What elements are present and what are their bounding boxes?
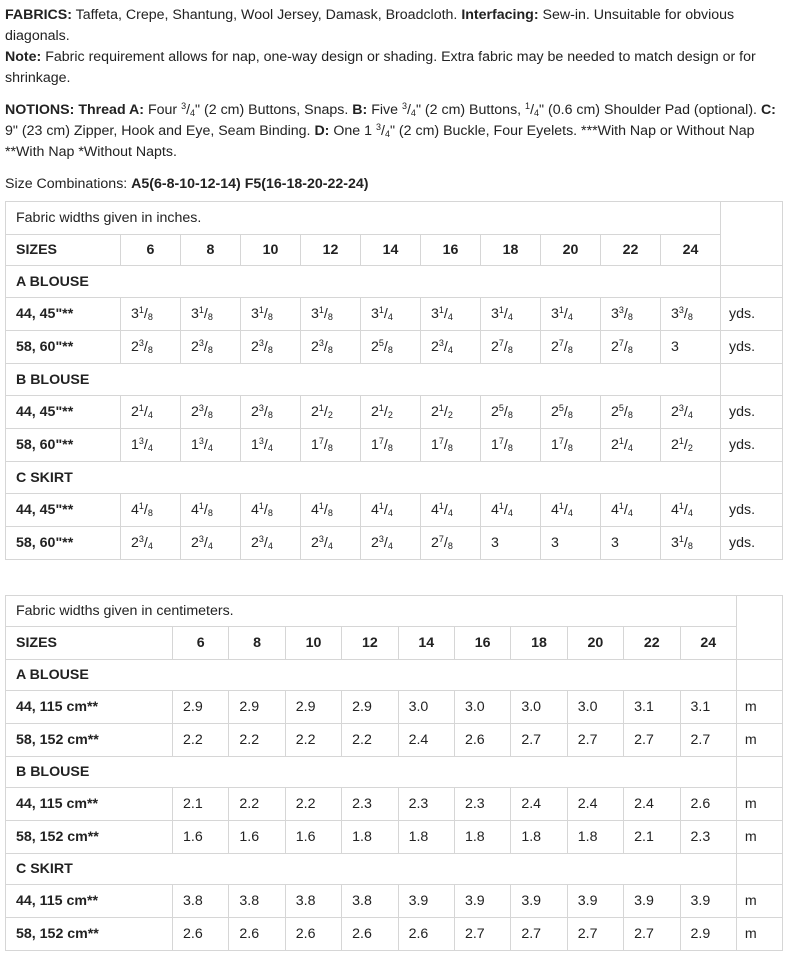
yardage-cell: 3.8 (173, 885, 229, 918)
yardage-cell: 2.9 (285, 691, 341, 724)
yardage-cell: 2.2 (229, 788, 285, 821)
table-row (6, 527, 783, 560)
unit-label: yds. (721, 429, 783, 462)
notions-label: NOTIONS: (5, 102, 75, 118)
notions-c-text: 9" (23 cm) Zipper, Hook and Eye, Seam Binding. (5, 123, 315, 139)
yardage-table (5, 201, 783, 560)
yardage-cell: 2.4 (398, 724, 454, 757)
yardage-cell: $2^5/_8$ (541, 396, 601, 429)
size-header: 12 (342, 627, 398, 660)
yardage-cell: 2.9 (229, 691, 285, 724)
yardage-cell: $2^3/_8$ (181, 396, 241, 429)
note-label: Note: (5, 49, 42, 65)
yardage-cell: 2.7 (624, 918, 680, 951)
yardage-cell: 1.8 (567, 821, 623, 854)
yardage-cell: 2.7 (454, 918, 510, 951)
yardage-cell: $3^1/_4$ (481, 298, 541, 331)
size-header: 22 (601, 235, 661, 266)
yardage-cell: $1^3/_4$ (181, 429, 241, 462)
yardage-cell: $4^1/_4$ (421, 494, 481, 527)
yardage-cell: 2.2 (229, 724, 285, 757)
yardage-cell: 2.2 (173, 724, 229, 757)
yardage-cell: 2.3 (680, 821, 736, 854)
table-caption-row (6, 596, 783, 627)
table-row (6, 788, 783, 821)
notions-c-label: C: (760, 102, 776, 118)
yardage-cell: 3.8 (229, 885, 285, 918)
yardage-cell: 2.2 (285, 724, 341, 757)
section-row (6, 266, 783, 298)
note-line (5, 47, 782, 89)
yardage-cell: $3^1/_8$ (181, 298, 241, 331)
yardage-cell: 3.0 (567, 691, 623, 724)
section-row (6, 364, 783, 396)
yardage-cell: 2.3 (398, 788, 454, 821)
fabrics-line (5, 5, 782, 47)
size-header: 20 (541, 235, 601, 266)
yardage-cell: 1.6 (173, 821, 229, 854)
fabric-width-label: 44, 115 cm** (6, 691, 173, 724)
yardage-cell: 3.0 (454, 691, 510, 724)
yardage-cell: 1.6 (285, 821, 341, 854)
size-header: 12 (301, 235, 361, 266)
fabric-width-label: 58, 152 cm** (6, 918, 173, 951)
sizes-header-row (6, 235, 783, 266)
yardage-cell: $2^3/_8$ (241, 331, 301, 364)
yardage-cell: 3.9 (567, 885, 623, 918)
yardage-cell: $2^7/_8$ (481, 331, 541, 364)
yardage-cell: 2.7 (511, 918, 567, 951)
size-header: 8 (229, 627, 285, 660)
unit-label: m (736, 788, 782, 821)
yardage-cell: $3^1/_8$ (661, 527, 721, 560)
yardage-cell: $2^1/_2$ (421, 396, 481, 429)
yardage-cell: $4^1/_4$ (601, 494, 661, 527)
yardage-cell: $2^1/_2$ (661, 429, 721, 462)
yardage-cell: $3^1/_4$ (541, 298, 601, 331)
unit-column-blank (736, 596, 782, 660)
yardage-cell: $1^7/_8$ (361, 429, 421, 462)
yardage-cell: 3.9 (680, 885, 736, 918)
yardage-cell: 2.2 (285, 788, 341, 821)
yardage-cell: 3.9 (511, 885, 567, 918)
yardage-cell: $3^3/_8$ (661, 298, 721, 331)
yardage-cell: $4^1/_4$ (661, 494, 721, 527)
yardage-cell: $2^3/_4$ (241, 527, 301, 560)
yardage-cell: 2.7 (624, 724, 680, 757)
yardage-cell: 2.9 (173, 691, 229, 724)
yardage-cell: $3^1/_4$ (421, 298, 481, 331)
fabric-width-label: 58, 60"** (6, 527, 121, 560)
pattern-intro (0, 0, 788, 195)
notions-d-text: One 1 $^3/_4$" (2 cm) Buckle, Four Eyelets. ***With Nap or Without Nap **With Nap *Without Napts. (5, 122, 755, 160)
yardage-cell: $1^7/_8$ (421, 429, 481, 462)
yardage-cell: $2^1/_2$ (301, 396, 361, 429)
yardage-cell: $2^5/_8$ (361, 331, 421, 364)
fabric-width-label: 44, 45"** (6, 298, 121, 331)
yardage-cell: 1.8 (342, 821, 398, 854)
notions-a-text: Four $^3/_4$" (2 cm) Buttons, Snaps. (144, 101, 353, 118)
yardage-cell: $2^1/_4$ (601, 429, 661, 462)
yardage-cell: 2.1 (624, 821, 680, 854)
yardage-cell: 1.6 (229, 821, 285, 854)
yardage-cell: 3.1 (624, 691, 680, 724)
yardage-cell: $1^7/_8$ (301, 429, 361, 462)
yardage-cell: 2.4 (511, 788, 567, 821)
yardage-cell: $2^7/_8$ (601, 331, 661, 364)
yardage-cell: 2.6 (173, 918, 229, 951)
yardage-cell: 3 (481, 527, 541, 560)
section-title: B BLOUSE (6, 364, 721, 396)
section-title: B BLOUSE (6, 757, 737, 788)
yardage-cell: 2.6 (229, 918, 285, 951)
notions-a-label: Thread A: (78, 102, 144, 118)
unit-label: yds. (721, 396, 783, 429)
size-header: 14 (398, 627, 454, 660)
yardage-cell: 3.8 (285, 885, 341, 918)
size-combinations-line (5, 174, 782, 195)
interfacing-text: Sew-in. Unsuitable for obvious diagonals. (5, 7, 735, 44)
unit-column-blank (736, 660, 782, 691)
yardage-cell: 1.8 (454, 821, 510, 854)
table-caption: Fabric widths given in inches. (6, 202, 721, 235)
yardage-cell: $1^3/_4$ (121, 429, 181, 462)
yardage-cell: $2^3/_4$ (421, 331, 481, 364)
yardage-cell: 3.8 (342, 885, 398, 918)
unit-column-blank (721, 364, 783, 396)
section-row (6, 757, 783, 788)
yardage-cell: 3.0 (398, 691, 454, 724)
table-row (6, 494, 783, 527)
unit-column-blank (736, 854, 782, 885)
yardage-cell: 2.6 (285, 918, 341, 951)
yardage-table (5, 595, 783, 951)
yardage-cell: 3 (601, 527, 661, 560)
notions-line (5, 100, 782, 163)
size-header: 8 (181, 235, 241, 266)
fabrics-label: FABRICS: (5, 7, 72, 23)
yardage-cell: $3^3/_8$ (601, 298, 661, 331)
table-row (6, 724, 783, 757)
section-row (6, 462, 783, 494)
yardage-cell: 2.7 (567, 724, 623, 757)
unit-label: yds. (721, 331, 783, 364)
yardage-cell: $2^7/_8$ (541, 331, 601, 364)
yardage-cell: 3.9 (624, 885, 680, 918)
yardage-cell: 2.6 (680, 788, 736, 821)
table-row (6, 821, 783, 854)
yardage-cell: $2^3/_8$ (241, 396, 301, 429)
size-header: 18 (481, 235, 541, 266)
section-row (6, 660, 783, 691)
size-header: 20 (567, 627, 623, 660)
yardage-tables (0, 201, 788, 951)
size-header: 10 (285, 627, 341, 660)
yardage-cell: $3^1/_8$ (121, 298, 181, 331)
yardage-cell: $4^1/_8$ (121, 494, 181, 527)
yardage-cell: 2.2 (342, 724, 398, 757)
unit-label: m (736, 885, 782, 918)
yardage-cell: $4^1/_4$ (481, 494, 541, 527)
table-row (6, 918, 783, 951)
yardage-cell: $2^5/_8$ (601, 396, 661, 429)
unit-label: m (736, 691, 782, 724)
size-header: 22 (624, 627, 680, 660)
unit-label: m (736, 724, 782, 757)
interfacing-label: Interfacing: (461, 7, 539, 23)
unit-label: m (736, 918, 782, 951)
note-text: Fabric requirement allows for nap, one-way design or shading. Extra fabric may be needed to match design or for shrinkage. (5, 49, 756, 86)
yardage-cell: 2.9 (342, 691, 398, 724)
table-row (6, 885, 783, 918)
table-gap (0, 560, 788, 595)
fabric-width-label: 44, 115 cm** (6, 885, 173, 918)
notions-d-label: D: (314, 123, 330, 139)
yardage-cell: $1^7/_8$ (541, 429, 601, 462)
yardage-cell: 3.9 (454, 885, 510, 918)
size-header: 16 (454, 627, 510, 660)
fabrics-text: Taffeta, Crepe, Shantung, Wool Jersey, Damask, Broadcloth. (72, 7, 462, 23)
yardage-cell: $1^7/_8$ (481, 429, 541, 462)
yardage-cell: $4^1/_8$ (181, 494, 241, 527)
size-combinations-label: Size Combinations: (5, 176, 132, 192)
notions-b-label: B: (352, 102, 368, 118)
yardage-cell: $2^3/_4$ (181, 527, 241, 560)
unit-label: yds. (721, 298, 783, 331)
yardage-cell: 3.9 (398, 885, 454, 918)
yardage-cell: 2.4 (624, 788, 680, 821)
fabric-width-label: 58, 152 cm** (6, 821, 173, 854)
size-header: 6 (121, 235, 181, 266)
yardage-cell: 3 (661, 331, 721, 364)
size-header: 10 (241, 235, 301, 266)
yardage-cell: 2.3 (454, 788, 510, 821)
sizes-header-row (6, 627, 783, 660)
section-title: A BLOUSE (6, 660, 737, 691)
section-title: C SKIRT (6, 854, 737, 885)
table-row (6, 429, 783, 462)
unit-label: yds. (721, 494, 783, 527)
yardage-cell: $4^1/_8$ (301, 494, 361, 527)
table-row (6, 331, 783, 364)
yardage-cell: $3^1/_4$ (361, 298, 421, 331)
yardage-cell: 3 (541, 527, 601, 560)
unit-column-blank (721, 462, 783, 494)
fabric-width-label: 58, 60"** (6, 429, 121, 462)
unit-label: yds. (721, 527, 783, 560)
yardage-cell: 2.7 (511, 724, 567, 757)
yardage-cell: $2^5/_8$ (481, 396, 541, 429)
yardage-cell: $2^1/_4$ (121, 396, 181, 429)
yardage-cell: $2^3/_4$ (361, 527, 421, 560)
yardage-cell: $3^1/_8$ (241, 298, 301, 331)
yardage-cell: 3.1 (680, 691, 736, 724)
size-combinations-value: A5(6-8-10-12-14) F5(16-18-20-22-24) (131, 176, 369, 192)
yardage-cell: 2.6 (398, 918, 454, 951)
yardage-cell: 2.3 (342, 788, 398, 821)
yardage-cell: 2.7 (567, 918, 623, 951)
section-row (6, 854, 783, 885)
yardage-cell: 3.0 (511, 691, 567, 724)
sizes-label: SIZES (6, 627, 173, 660)
unit-label: m (736, 821, 782, 854)
size-header: 24 (661, 235, 721, 266)
yardage-cell: 2.6 (342, 918, 398, 951)
yardage-cell: $4^1/_4$ (541, 494, 601, 527)
unit-column-blank (736, 757, 782, 788)
table-caption-row (6, 202, 783, 235)
yardage-cell: $2^3/_8$ (121, 331, 181, 364)
yardage-cell: 2.6 (454, 724, 510, 757)
size-header: 16 (421, 235, 481, 266)
table-row (6, 691, 783, 724)
fabric-width-label: 58, 60"** (6, 331, 121, 364)
table-caption: Fabric widths given in centimeters. (6, 596, 737, 627)
yardage-cell: $2^3/_4$ (301, 527, 361, 560)
yardage-cell: $2^1/_2$ (361, 396, 421, 429)
table-row (6, 298, 783, 331)
yardage-cell: $2^3/_8$ (181, 331, 241, 364)
section-title: C SKIRT (6, 462, 721, 494)
table-row (6, 396, 783, 429)
notions-b-text: Five $^3/_4$" (2 cm) Buttons, $^1/_4$" (0.6 cm) Shoulder Pad (optional). (367, 101, 761, 118)
size-header: 6 (173, 627, 229, 660)
sizes-label: SIZES (6, 235, 121, 266)
yardage-cell: $2^3/_4$ (661, 396, 721, 429)
yardage-cell: $2^7/_8$ (421, 527, 481, 560)
fabric-width-label: 58, 152 cm** (6, 724, 173, 757)
yardage-cell: $1^3/_4$ (241, 429, 301, 462)
yardage-cell: $4^1/_4$ (361, 494, 421, 527)
yardage-cell: $2^3/_4$ (121, 527, 181, 560)
yardage-cell: 2.1 (173, 788, 229, 821)
unit-column-blank (721, 266, 783, 298)
size-header: 14 (361, 235, 421, 266)
yardage-cell: $2^3/_8$ (301, 331, 361, 364)
section-title: A BLOUSE (6, 266, 721, 298)
fabric-width-label: 44, 45"** (6, 396, 121, 429)
yardage-cell: $4^1/_8$ (241, 494, 301, 527)
fabric-width-label: 44, 115 cm** (6, 788, 173, 821)
fabric-width-label: 44, 45"** (6, 494, 121, 527)
yardage-cell: 1.8 (398, 821, 454, 854)
yardage-cell: 2.9 (680, 918, 736, 951)
yardage-cell: 2.4 (567, 788, 623, 821)
unit-column-blank (721, 202, 783, 266)
yardage-cell: $3^1/_8$ (301, 298, 361, 331)
yardage-cell: 2.7 (680, 724, 736, 757)
size-header: 18 (511, 627, 567, 660)
yardage-cell: 1.8 (511, 821, 567, 854)
size-header: 24 (680, 627, 736, 660)
